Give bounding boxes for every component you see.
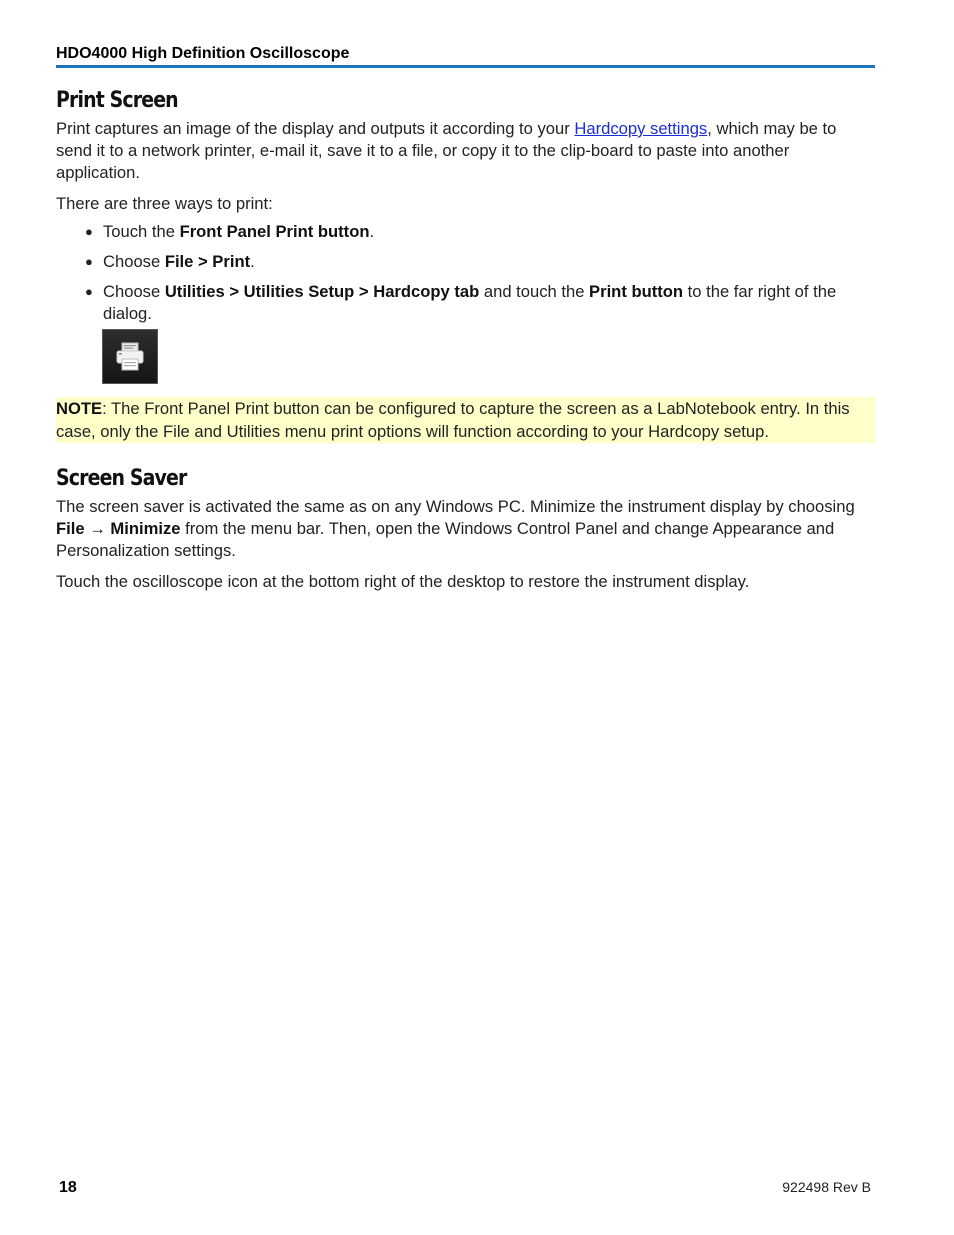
note-label: NOTE bbox=[56, 399, 103, 418]
page-number: 18 bbox=[59, 1179, 77, 1196]
ways-intro: There are three ways to print: bbox=[56, 194, 273, 213]
bullet-icon: ● bbox=[85, 284, 93, 299]
print-ways-list bbox=[56, 221, 875, 325]
list-item: ● Touch the Front Panel Print button. bbox=[85, 222, 375, 241]
list-item: ● Choose Utilities > Utilities Setup > Hardcopy tab and touch the Print button to the far right of the dialog. bbox=[85, 282, 837, 323]
screen-saver-heading: Screen Saver bbox=[56, 466, 187, 491]
header-rule bbox=[56, 65, 875, 68]
arrow-icon: → bbox=[84, 519, 111, 538]
page-content bbox=[56, 88, 875, 593]
print-screen-heading: Print Screen bbox=[56, 88, 178, 113]
document-header-title: HDO4000 High Definition Oscilloscope bbox=[56, 45, 350, 62]
print-screen-intro: Print captures an image of the display and outputs it according to your Hardcopy settings, which may be to send it to a network printer, e-mail it, save it to a file, or copy it to the clip-board to paste into another application. bbox=[56, 119, 837, 182]
screen-saver-paragraph-1: The screen saver is activated the same as on any Windows PC. Minimize the instrument display by choosing File → Minimize from the menu bar. Then, open the Windows Control Panel and change Appearance and Personalization settings. bbox=[56, 497, 855, 560]
printer-icon bbox=[116, 342, 144, 372]
bullet-icon: ● bbox=[85, 254, 93, 269]
hardcopy-settings-link[interactable]: Hardcopy settings bbox=[574, 119, 708, 138]
note-box bbox=[56, 397, 875, 443]
bullet-icon: ● bbox=[85, 224, 93, 239]
screen-saver-paragraph-2: Touch the oscilloscope icon at the bottom right of the desktop to restore the instrument display. bbox=[56, 572, 750, 591]
list-item: ● Choose File > Print. bbox=[85, 252, 255, 271]
note-text: : The Front Panel Print button can be configured to capture the screen as a LabNotebook entry. In this case, only the File and Utilities menu print options will function according to your Hardcopy setup. bbox=[56, 399, 850, 441]
print-button-image bbox=[102, 329, 158, 384]
document-revision: 922498 Rev B bbox=[782, 1179, 871, 1195]
